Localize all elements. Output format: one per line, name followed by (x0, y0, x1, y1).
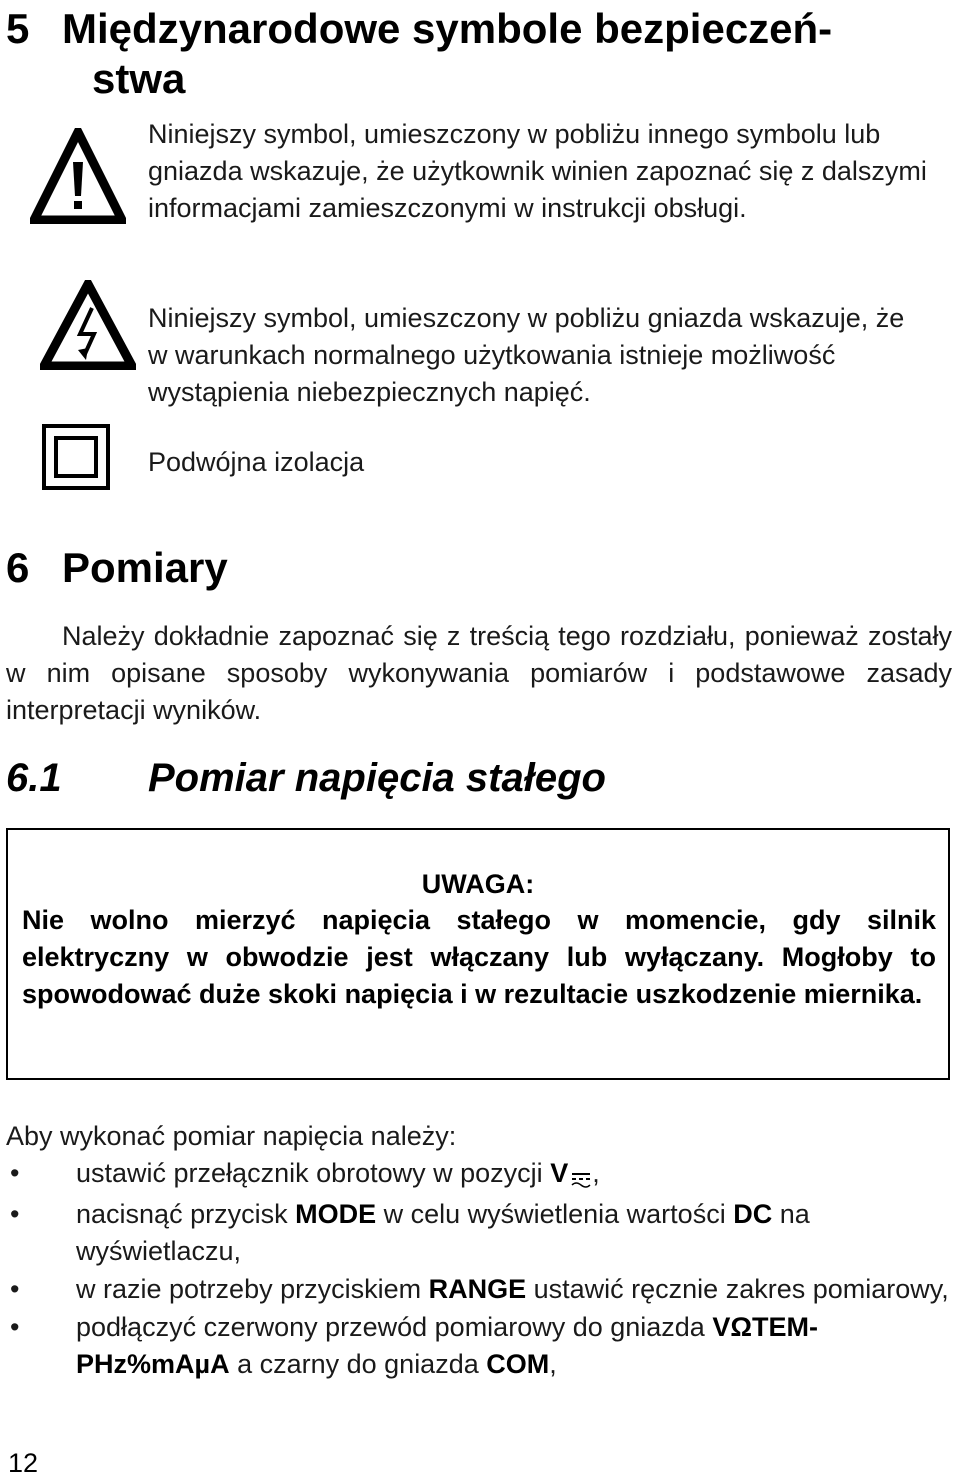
com-socket-label: COM (486, 1349, 550, 1379)
section-6-intro: Należy dokładnie zapoznać się z treścią tego rozdziału, ponieważ zostały w nim opisane sposoby wykonywania pomiarów i podstawowe zasady interpretacji wyników. (6, 621, 952, 725)
step-2-text: nacisnąć przycisk (76, 1199, 296, 1229)
step-3-text: w razie potrzeby przyciskiem (76, 1274, 429, 1304)
mode-button-label: MODE (295, 1199, 377, 1229)
bullet: • (10, 1199, 20, 1229)
steps-intro: Aby wykonać pomiar napięcia należy: (6, 1121, 457, 1151)
warning-box (6, 828, 950, 1080)
step-1-end: , (592, 1158, 600, 1188)
section-5-title (62, 4, 952, 104)
steps-list (6, 1155, 954, 1383)
warning-title: UWAGA: (421, 869, 535, 899)
list-item (6, 1155, 954, 1192)
section-5-title-line1: Międzynarodowe symbole bezpieczeń- (62, 5, 833, 52)
input-socket-label: VΩTEM-PHz%mAµA (76, 1312, 818, 1379)
warning-text: Nie wolno mierzyć napięcia stałego w momencie, gdy silnik elektryczny w obwodzie jest włączany lub wyłączany. Mogłoby to spowodować duże skoki napięcia i w rezultacie uszkodzenie miernika. (22, 905, 936, 1009)
list-item (6, 1196, 954, 1270)
dc-label: DC (733, 1199, 773, 1229)
step-1-text: ustawić przełącznik obrotowy w pozycji (76, 1158, 551, 1188)
dc-ac-symbol-icon (570, 1168, 592, 1188)
section-5-number: 5 (6, 5, 30, 52)
double-insulation-icon (42, 424, 110, 490)
step-4-text-end: , (549, 1349, 557, 1379)
subsection-6-1-title: Pomiar napięcia stałego (148, 756, 606, 800)
step-2-text-end: na wyświetlaczu, (76, 1199, 810, 1266)
list-item (6, 1271, 954, 1308)
section-5-title-line2: stwa (92, 55, 186, 102)
bullet: • (10, 1158, 20, 1188)
symbol-warning-description: Niniejszy symbol, umieszczony w pobliżu innego symbolu lub gniazda wskazuje, że użytkownik winien zapoznać się z dalszymi informacjami zamieszczonymi w instrukcji obsługi. (148, 119, 927, 223)
symbol-double-insulation-description: Podwójna izolacja (148, 447, 365, 477)
section-6-title: Pomiary (62, 544, 228, 591)
section-6-number: 6 (6, 544, 30, 591)
step-4-text-mid: a czarny do gniazda (229, 1349, 487, 1379)
step-3-text-end: ustawić ręcznie zakres pomiarowy, (526, 1274, 949, 1304)
step-1-v-symbol: V (550, 1158, 569, 1188)
step-4-text: podłączyć czerwony przewód pomiarowy do gniazda (76, 1312, 713, 1342)
range-button-label: RANGE (428, 1274, 527, 1304)
step-2-text-mid: w celu wyświetlenia wartości (376, 1199, 734, 1229)
high-voltage-icon (40, 280, 136, 370)
warning-exclamation-icon (30, 128, 126, 224)
subsection-6-1-number: 6.1 (6, 756, 62, 800)
bullet: • (10, 1312, 20, 1342)
page-number: 12 (8, 1448, 39, 1478)
bullet: • (10, 1274, 20, 1304)
symbol-voltage-description: Niniejszy symbol, umieszczony w pobliżu gniazda wskazuje, że w warunkach normalnego użytkowania istnieje możliwość wystąpienia niebezpiecznych napięć. (148, 303, 905, 407)
list-item (6, 1309, 954, 1383)
